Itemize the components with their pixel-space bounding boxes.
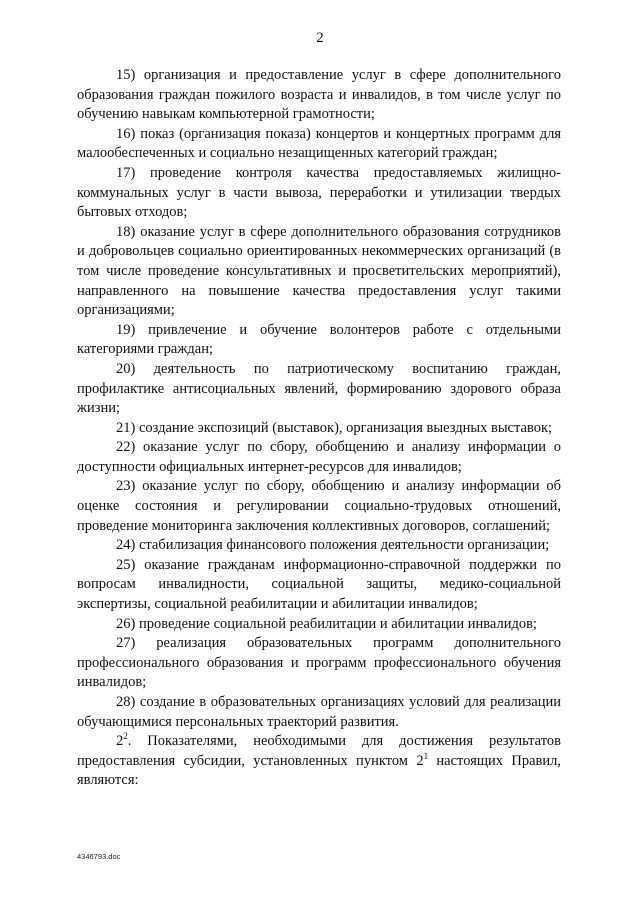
list-item: 28) создание в образовательных организациях условий для реализации обучающимися персональных траекторий развития. bbox=[77, 694, 561, 730]
list-item: 27) реализация образовательных программ дополнительного профессионального образования и программ профессионального обучения инвалидов; bbox=[77, 635, 561, 691]
reference-superscript: 1 bbox=[423, 750, 429, 761]
page-number: 2 bbox=[316, 30, 324, 46]
paragraph-text-end: настоящих Правил, являются: bbox=[77, 752, 561, 789]
document-body bbox=[77, 66, 561, 791]
file-name-footer: 4346793.doc bbox=[77, 852, 121, 861]
list-item: 15) организация и предоставление услуг в сфере дополнительного образования граждан пожилого возраста и инвалидов, в том числе услуг по обучению навыкам компьютерной грамотности; bbox=[77, 67, 561, 123]
list-item: 26) проведение социальной реабилитации и абилитации инвалидов; bbox=[116, 615, 537, 632]
list-item: 25) оказание гражданам информационно-справочной поддержки по вопросам инвалидности, социальной защиты, медико-социальной экспертизы, социальной реабилитации и абилитации инвалидов; bbox=[77, 556, 561, 613]
list-item: 16) показ (организация показа) концертов и концертных программ для малообеспеченных и социально незащищенных категорий граждан; bbox=[77, 125, 561, 162]
paragraph-text-start: . Показателями, необходимыми для достижения результатов предоставления субсидии, установленных пунктом 2 bbox=[77, 733, 561, 769]
list-item: 20) деятельность по патриотическому воспитанию граждан, профилактике антисоциальных явлений, формированию здорового образа жизни; bbox=[77, 360, 561, 417]
list-item: 24) стабилизация финансового положения деятельности организации; bbox=[116, 537, 550, 554]
list-item: 17) проведение контроля качества предоставляемых жилищно-коммунальных услуг в части вывоза, переработки и утилизации твердых бытовых отходов; bbox=[77, 164, 561, 221]
list-item: 23) оказание услуг по сбору, обобщению и анализу информации об оценке состояния и регулировании социально-трудовых отношений, проведение мониторинга заключения коллективных договоров, соглашений; bbox=[77, 478, 561, 534]
list-item: 19) привлечение и обучение волонтеров работе с отдельными категориями граждан; bbox=[77, 321, 561, 358]
list-item: 18) оказание услуг в сфере дополнительного образования сотрудников и добровольцев социально ориентированных некоммерческих организаций (в том числе проведение консультативных и просветительских мероприятий), направленного на повышение качества предоставления услуг такими организациями; bbox=[77, 223, 561, 319]
paragraph-number: 2 bbox=[116, 733, 124, 750]
paragraph-number-superscript: 2 bbox=[123, 731, 128, 742]
list-item: 21) создание экспозиций (выставок), организация выездных выставок; bbox=[116, 419, 553, 436]
list-item: 22) оказание услуг по сбору, обобщению и анализу информации о доступности официальных интернет-ресурсов для инвалидов; bbox=[77, 439, 561, 475]
final-paragraph bbox=[77, 732, 561, 791]
